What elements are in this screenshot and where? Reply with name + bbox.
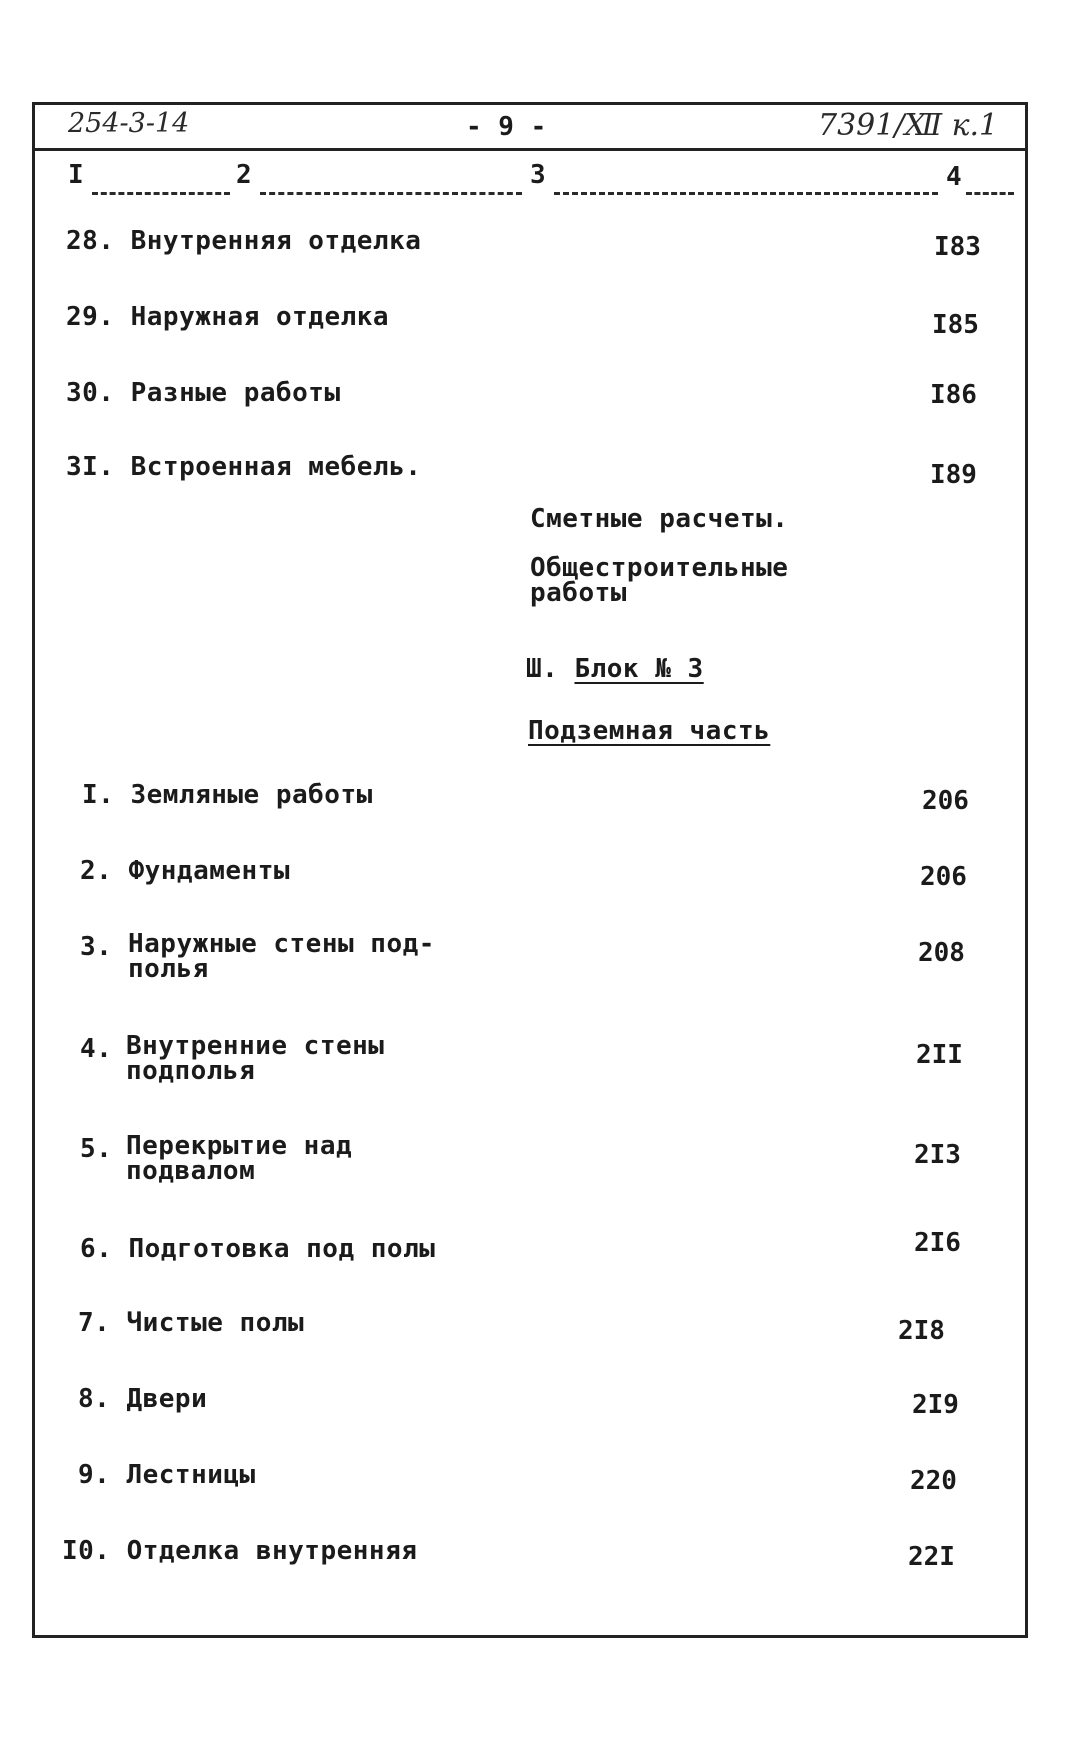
list-item bbox=[80, 932, 112, 962]
item-number: 5. bbox=[80, 1134, 113, 1164]
item-title-continuation: полья bbox=[128, 954, 209, 984]
list-item bbox=[82, 780, 373, 810]
estimates-heading: Сметные расчеты. bbox=[530, 504, 789, 534]
general-works-line-1: Общестроительные bbox=[530, 553, 789, 583]
item-title: Двери bbox=[126, 1384, 208, 1414]
column-divider-dashes bbox=[554, 192, 938, 195]
list-item bbox=[80, 856, 290, 886]
block-title: Блок № 3 bbox=[574, 654, 704, 684]
list-item bbox=[62, 1536, 417, 1566]
column-2-label: 2 bbox=[236, 160, 252, 190]
list-item bbox=[66, 226, 421, 256]
general-works-line-2: работы bbox=[530, 578, 627, 608]
item-number: I. bbox=[82, 780, 115, 810]
item-title-continuation: подполья bbox=[126, 1056, 256, 1086]
item-page: I83 bbox=[934, 232, 981, 262]
item-page: 2I8 bbox=[898, 1316, 945, 1346]
item-number: 8. bbox=[78, 1384, 111, 1414]
list-item bbox=[66, 452, 421, 482]
part-heading: Подземная часть bbox=[528, 716, 771, 746]
item-title: Встроенная мебель. bbox=[130, 452, 422, 482]
item-title: Наружные стены под- bbox=[128, 929, 435, 959]
list-item bbox=[80, 1034, 112, 1064]
item-page: 2I9 bbox=[912, 1390, 959, 1420]
item-page: 206 bbox=[920, 862, 967, 892]
item-page: I85 bbox=[932, 310, 979, 340]
item-number: 9. bbox=[78, 1460, 111, 1490]
column-divider-dashes bbox=[966, 192, 1014, 195]
item-title: Отделка внутренняя bbox=[126, 1536, 418, 1566]
list-item bbox=[66, 378, 341, 408]
item-number: I0. bbox=[62, 1536, 111, 1566]
item-title: Фундаменты bbox=[128, 856, 291, 886]
item-title-block bbox=[128, 929, 435, 984]
item-title-block bbox=[126, 1131, 353, 1186]
column-divider-dashes bbox=[260, 192, 522, 195]
general-works-heading bbox=[530, 553, 789, 608]
item-number: 7. bbox=[78, 1308, 111, 1338]
item-number: 6. bbox=[80, 1234, 113, 1264]
item-number: 29. bbox=[66, 302, 115, 332]
list-item bbox=[80, 1234, 435, 1264]
list-item bbox=[78, 1308, 304, 1338]
item-title: Внутренние стены bbox=[126, 1031, 385, 1061]
page-number: - 9 - bbox=[466, 112, 547, 142]
item-title: Разные работы bbox=[130, 378, 341, 408]
document-code: 254-3-14 bbox=[68, 108, 190, 139]
item-title: Внутренняя отделка bbox=[130, 226, 422, 256]
item-number: 28. bbox=[66, 226, 115, 256]
item-page: 206 bbox=[922, 786, 969, 816]
column-divider-dashes bbox=[92, 192, 230, 195]
list-item bbox=[78, 1460, 256, 1490]
item-number: 30. bbox=[66, 378, 115, 408]
item-title-continuation: подвалом bbox=[126, 1156, 256, 1186]
block-heading bbox=[526, 654, 704, 684]
item-page: 2II bbox=[916, 1040, 963, 1070]
item-page: I89 bbox=[930, 460, 977, 490]
item-page: 208 bbox=[918, 938, 965, 968]
header-divider bbox=[32, 148, 1028, 151]
item-number: 2. bbox=[80, 856, 113, 886]
list-item bbox=[80, 1134, 112, 1164]
item-title: Лестницы bbox=[126, 1460, 256, 1490]
item-number: 3I. bbox=[66, 452, 115, 482]
item-title: Подготовка под полы bbox=[128, 1234, 436, 1264]
item-page: I86 bbox=[930, 380, 977, 410]
item-number: 4. bbox=[80, 1034, 113, 1064]
block-roman-numeral: Ш. bbox=[526, 654, 559, 684]
archive-code: 7391/Ⅻ к.1 bbox=[818, 108, 999, 143]
column-3-label: 3 bbox=[530, 160, 546, 190]
item-title: Наружная отделка bbox=[130, 302, 390, 332]
column-1-label: I bbox=[68, 160, 84, 190]
list-item bbox=[78, 1384, 207, 1414]
item-page: 2I6 bbox=[914, 1228, 961, 1258]
list-item bbox=[66, 302, 389, 332]
item-title-block bbox=[126, 1031, 385, 1086]
item-page: 220 bbox=[910, 1466, 957, 1496]
item-number: 3. bbox=[80, 932, 113, 962]
item-page: 2I3 bbox=[914, 1140, 961, 1170]
item-title: Перекрытие над bbox=[126, 1131, 353, 1161]
item-title: Земляные работы bbox=[130, 780, 373, 810]
item-title: Чистые полы bbox=[126, 1308, 305, 1338]
column-4-label: 4 bbox=[946, 162, 962, 192]
item-page: 22I bbox=[908, 1542, 955, 1572]
